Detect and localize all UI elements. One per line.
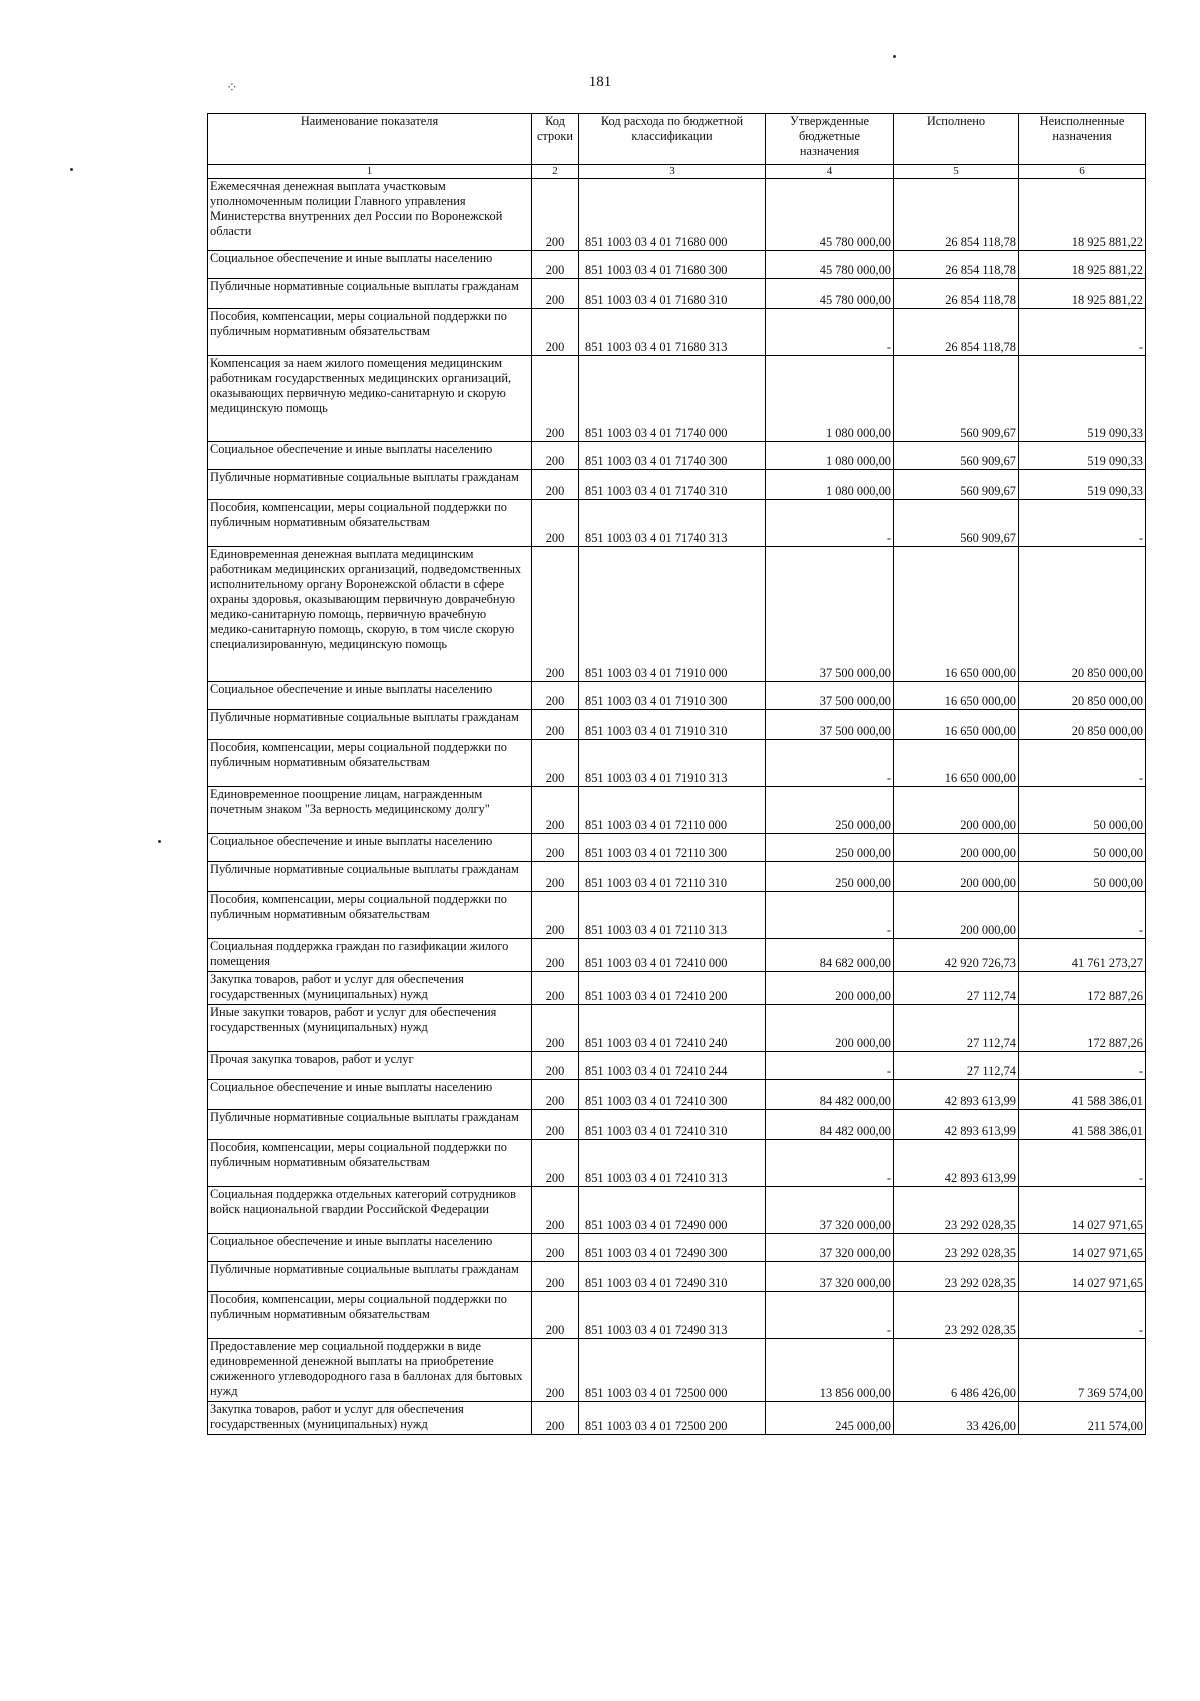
- table-row: [208, 787, 1146, 834]
- row-executed: 16 650 000,00: [894, 710, 1019, 740]
- row-executed: 200 000,00: [894, 892, 1019, 939]
- table-row: [208, 1080, 1146, 1110]
- row-unexecuted: 519 090,33: [1019, 442, 1146, 470]
- table-header-row: [208, 114, 1146, 165]
- row-code: 200: [532, 834, 579, 862]
- table-row: [208, 862, 1146, 892]
- row-unexecuted: -: [1019, 1292, 1146, 1339]
- row-classification-code: 851 1003 03 4 01 72110 300: [579, 834, 766, 862]
- row-executed: 23 292 028,35: [894, 1234, 1019, 1262]
- row-classification-code: 851 1003 03 4 01 72490 300: [579, 1234, 766, 1262]
- scan-mark: ⁘: [226, 81, 238, 96]
- column-number: 2: [532, 165, 579, 179]
- row-executed: 560 909,67: [894, 500, 1019, 547]
- row-code: 200: [532, 710, 579, 740]
- column-number: 6: [1019, 165, 1146, 179]
- row-name: Ежемесячная денежная выплата участковым уполномоченным полиции Главного управления Министерства внутренних дел России по Воронежской области: [208, 179, 532, 251]
- row-executed: 200 000,00: [894, 862, 1019, 892]
- row-approved: -: [766, 1292, 894, 1339]
- table-row: [208, 1110, 1146, 1140]
- row-approved: 45 780 000,00: [766, 179, 894, 251]
- row-executed: 23 292 028,35: [894, 1262, 1019, 1292]
- table-row: [208, 442, 1146, 470]
- row-classification-code: 851 1003 03 4 01 71680 300: [579, 251, 766, 279]
- row-code: 200: [532, 470, 579, 500]
- row-approved: -: [766, 500, 894, 547]
- table-row: [208, 251, 1146, 279]
- row-unexecuted: 50 000,00: [1019, 862, 1146, 892]
- budget-table: [207, 113, 1146, 1435]
- row-classification-code: 851 1003 03 4 01 72410 244: [579, 1052, 766, 1080]
- row-approved: 84 482 000,00: [766, 1080, 894, 1110]
- row-executed: 200 000,00: [894, 787, 1019, 834]
- table-row: [208, 682, 1146, 710]
- row-approved: 37 500 000,00: [766, 547, 894, 682]
- row-classification-code: 851 1003 03 4 01 72490 313: [579, 1292, 766, 1339]
- row-executed: 26 854 118,78: [894, 309, 1019, 356]
- row-name: Публичные нормативные социальные выплаты гражданам: [208, 1110, 532, 1140]
- row-code: 200: [532, 939, 579, 972]
- header-executed: Исполнено: [894, 114, 1019, 165]
- row-executed: 33 426,00: [894, 1402, 1019, 1435]
- table-row: [208, 470, 1146, 500]
- table-row: [208, 1339, 1146, 1402]
- row-approved: -: [766, 1140, 894, 1187]
- row-classification-code: 851 1003 03 4 01 72110 310: [579, 862, 766, 892]
- table-row: [208, 279, 1146, 309]
- row-classification-code: 851 1003 03 4 01 71680 313: [579, 309, 766, 356]
- row-name: Социальное обеспечение и иные выплаты населению: [208, 1234, 532, 1262]
- row-code: 200: [532, 1052, 579, 1080]
- row-executed: 42 893 613,99: [894, 1080, 1019, 1110]
- row-approved: 37 500 000,00: [766, 682, 894, 710]
- row-approved: -: [766, 1052, 894, 1080]
- row-executed: 26 854 118,78: [894, 279, 1019, 309]
- row-code: 200: [532, 1234, 579, 1262]
- row-unexecuted: -: [1019, 500, 1146, 547]
- row-name: Закупка товаров, работ и услуг для обеспечения государственных (муниципальных) нужд: [208, 1402, 532, 1435]
- scan-dot: [893, 55, 896, 58]
- row-approved: 250 000,00: [766, 787, 894, 834]
- header-classification: Код расхода по бюджетной классификации: [579, 114, 766, 165]
- row-approved: 250 000,00: [766, 862, 894, 892]
- row-unexecuted: 18 925 881,22: [1019, 179, 1146, 251]
- row-unexecuted: -: [1019, 309, 1146, 356]
- row-name: Социальное обеспечение и иные выплаты населению: [208, 251, 532, 279]
- table-row: [208, 1262, 1146, 1292]
- row-name: Компенсация за наем жилого помещения медицинским работникам государственных медицинских организаций, оказывающих первичную медико-санитарную и скорую медицинскую помощь: [208, 356, 532, 442]
- row-unexecuted: 50 000,00: [1019, 787, 1146, 834]
- table-row: [208, 1402, 1146, 1435]
- row-approved: 13 856 000,00: [766, 1339, 894, 1402]
- row-unexecuted: 519 090,33: [1019, 356, 1146, 442]
- row-name: Публичные нормативные социальные выплаты гражданам: [208, 1262, 532, 1292]
- table-row: [208, 547, 1146, 682]
- row-code: 200: [532, 356, 579, 442]
- table-row: [208, 740, 1146, 787]
- row-code: 200: [532, 442, 579, 470]
- table-row: [208, 179, 1146, 251]
- row-code: 200: [532, 1292, 579, 1339]
- row-code: 200: [532, 862, 579, 892]
- row-executed: 42 920 726,73: [894, 939, 1019, 972]
- row-unexecuted: -: [1019, 892, 1146, 939]
- header-name: Наименование показателя: [208, 114, 532, 165]
- row-unexecuted: 41 588 386,01: [1019, 1080, 1146, 1110]
- row-code: 200: [532, 892, 579, 939]
- row-classification-code: 851 1003 03 4 01 71910 000: [579, 547, 766, 682]
- row-classification-code: 851 1003 03 4 01 72410 000: [579, 939, 766, 972]
- row-approved: 37 500 000,00: [766, 710, 894, 740]
- row-name: Пособия, компенсации, меры социальной поддержки по публичным нормативным обязательствам: [208, 892, 532, 939]
- row-code: 200: [532, 279, 579, 309]
- row-executed: 560 909,67: [894, 442, 1019, 470]
- row-name: Социальная поддержка отдельных категорий сотрудников войск национальной гвардии Российской Федерации: [208, 1187, 532, 1234]
- row-classification-code: 851 1003 03 4 01 72500 000: [579, 1339, 766, 1402]
- row-approved: 84 482 000,00: [766, 1110, 894, 1140]
- row-name: Публичные нормативные социальные выплаты гражданам: [208, 470, 532, 500]
- row-code: 200: [532, 972, 579, 1005]
- row-name: Пособия, компенсации, меры социальной поддержки по публичным нормативным обязательствам: [208, 1140, 532, 1187]
- row-approved: 37 320 000,00: [766, 1234, 894, 1262]
- row-classification-code: 851 1003 03 4 01 71740 300: [579, 442, 766, 470]
- table-row: [208, 1187, 1146, 1234]
- row-code: 200: [532, 1187, 579, 1234]
- row-name: Пособия, компенсации, меры социальной поддержки по публичным нормативным обязательствам: [208, 500, 532, 547]
- row-unexecuted: 14 027 971,65: [1019, 1187, 1146, 1234]
- row-executed: 27 112,74: [894, 1052, 1019, 1080]
- row-classification-code: 851 1003 03 4 01 72490 310: [579, 1262, 766, 1292]
- row-code: 200: [532, 1140, 579, 1187]
- header-row-code: Код строки: [532, 114, 579, 165]
- row-approved: 1 080 000,00: [766, 470, 894, 500]
- row-name: Публичные нормативные социальные выплаты гражданам: [208, 862, 532, 892]
- row-executed: 23 292 028,35: [894, 1187, 1019, 1234]
- header-approved: Утвержденные бюджетные назначения: [766, 114, 894, 165]
- row-unexecuted: 41 588 386,01: [1019, 1110, 1146, 1140]
- row-unexecuted: 41 761 273,27: [1019, 939, 1146, 972]
- page-number: 181: [588, 74, 612, 90]
- table-row: [208, 309, 1146, 356]
- row-unexecuted: 519 090,33: [1019, 470, 1146, 500]
- row-code: 200: [532, 1262, 579, 1292]
- row-unexecuted: 14 027 971,65: [1019, 1234, 1146, 1262]
- row-classification-code: 851 1003 03 4 01 72410 313: [579, 1140, 766, 1187]
- row-approved: 250 000,00: [766, 834, 894, 862]
- row-classification-code: 851 1003 03 4 01 72110 313: [579, 892, 766, 939]
- row-name: Пособия, компенсации, меры социальной поддержки по публичным нормативным обязательствам: [208, 1292, 532, 1339]
- row-name: Социальная поддержка граждан по газификации жилого помещения: [208, 939, 532, 972]
- row-executed: 560 909,67: [894, 356, 1019, 442]
- row-unexecuted: 211 574,00: [1019, 1402, 1146, 1435]
- column-number: 3: [579, 165, 766, 179]
- table-row: [208, 972, 1146, 1005]
- row-unexecuted: 18 925 881,22: [1019, 279, 1146, 309]
- table-row: [208, 500, 1146, 547]
- row-executed: 42 893 613,99: [894, 1110, 1019, 1140]
- row-classification-code: 851 1003 03 4 01 71910 313: [579, 740, 766, 787]
- header-unexecuted: Неисполненные назначения: [1019, 114, 1146, 165]
- row-executed: 27 112,74: [894, 1005, 1019, 1052]
- table-row: [208, 892, 1146, 939]
- row-executed: 23 292 028,35: [894, 1292, 1019, 1339]
- row-executed: 560 909,67: [894, 470, 1019, 500]
- row-unexecuted: 18 925 881,22: [1019, 251, 1146, 279]
- row-approved: 37 320 000,00: [766, 1262, 894, 1292]
- row-name: Предоставление мер социальной поддержки в виде единовременной денежной выплаты на приобретение сжиженного углеводородного газа в баллонах для бытовых нужд: [208, 1339, 532, 1402]
- row-approved: 37 320 000,00: [766, 1187, 894, 1234]
- row-approved: 200 000,00: [766, 1005, 894, 1052]
- row-unexecuted: -: [1019, 1052, 1146, 1080]
- row-code: 200: [532, 1005, 579, 1052]
- row-classification-code: 851 1003 03 4 01 72490 000: [579, 1187, 766, 1234]
- row-classification-code: 851 1003 03 4 01 72410 310: [579, 1110, 766, 1140]
- scan-dot: [70, 168, 73, 171]
- row-name: Социальное обеспечение и иные выплаты населению: [208, 682, 532, 710]
- row-approved: 45 780 000,00: [766, 251, 894, 279]
- row-code: 200: [532, 1080, 579, 1110]
- table-row: [208, 1052, 1146, 1080]
- row-code: 200: [532, 740, 579, 787]
- row-unexecuted: 20 850 000,00: [1019, 682, 1146, 710]
- table-row: [208, 834, 1146, 862]
- row-unexecuted: 172 887,26: [1019, 1005, 1146, 1052]
- row-code: 200: [532, 1402, 579, 1435]
- row-unexecuted: 20 850 000,00: [1019, 710, 1146, 740]
- column-number: 1: [208, 165, 532, 179]
- row-classification-code: 851 1003 03 4 01 71680 000: [579, 179, 766, 251]
- row-name: Социальное обеспечение и иные выплаты населению: [208, 834, 532, 862]
- row-executed: 42 893 613,99: [894, 1140, 1019, 1187]
- row-unexecuted: 7 369 574,00: [1019, 1339, 1146, 1402]
- table-row: [208, 1005, 1146, 1052]
- row-unexecuted: 20 850 000,00: [1019, 547, 1146, 682]
- row-name: Социальное обеспечение и иные выплаты населению: [208, 442, 532, 470]
- column-number: 5: [894, 165, 1019, 179]
- row-classification-code: 851 1003 03 4 01 71740 310: [579, 470, 766, 500]
- row-executed: 200 000,00: [894, 834, 1019, 862]
- row-unexecuted: 14 027 971,65: [1019, 1262, 1146, 1292]
- table-row: [208, 710, 1146, 740]
- row-name: Прочая закупка товаров, работ и услуг: [208, 1052, 532, 1080]
- row-executed: 26 854 118,78: [894, 251, 1019, 279]
- row-classification-code: 851 1003 03 4 01 72410 200: [579, 972, 766, 1005]
- row-approved: -: [766, 309, 894, 356]
- row-code: 200: [532, 179, 579, 251]
- table-row: [208, 939, 1146, 972]
- table-row: [208, 1292, 1146, 1339]
- row-unexecuted: -: [1019, 1140, 1146, 1187]
- row-classification-code: 851 1003 03 4 01 71740 000: [579, 356, 766, 442]
- row-classification-code: 851 1003 03 4 01 71740 313: [579, 500, 766, 547]
- row-classification-code: 851 1003 03 4 01 72500 200: [579, 1402, 766, 1435]
- row-classification-code: 851 1003 03 4 01 71680 310: [579, 279, 766, 309]
- column-number-row: [208, 165, 1146, 179]
- row-approved: 1 080 000,00: [766, 442, 894, 470]
- row-executed: 16 650 000,00: [894, 682, 1019, 710]
- row-approved: 1 080 000,00: [766, 356, 894, 442]
- row-approved: 45 780 000,00: [766, 279, 894, 309]
- row-code: 200: [532, 682, 579, 710]
- row-classification-code: 851 1003 03 4 01 72110 000: [579, 787, 766, 834]
- row-name: Публичные нормативные социальные выплаты гражданам: [208, 279, 532, 309]
- row-code: 200: [532, 547, 579, 682]
- row-approved: 245 000,00: [766, 1402, 894, 1435]
- table-row: [208, 1140, 1146, 1187]
- scan-dot: [158, 840, 161, 843]
- row-code: 200: [532, 309, 579, 356]
- row-approved: -: [766, 892, 894, 939]
- row-name: Иные закупки товаров, работ и услуг для обеспечения государственных (муниципальных) нужд: [208, 1005, 532, 1052]
- table-row: [208, 356, 1146, 442]
- row-name: Закупка товаров, работ и услуг для обеспечения государственных (муниципальных) нужд: [208, 972, 532, 1005]
- row-name: Социальное обеспечение и иные выплаты населению: [208, 1080, 532, 1110]
- table-row: [208, 1234, 1146, 1262]
- column-number: 4: [766, 165, 894, 179]
- row-code: 200: [532, 251, 579, 279]
- row-executed: 16 650 000,00: [894, 547, 1019, 682]
- row-approved: 200 000,00: [766, 972, 894, 1005]
- row-classification-code: 851 1003 03 4 01 72410 300: [579, 1080, 766, 1110]
- row-name: Публичные нормативные социальные выплаты гражданам: [208, 710, 532, 740]
- row-code: 200: [532, 1110, 579, 1140]
- row-classification-code: 851 1003 03 4 01 72410 240: [579, 1005, 766, 1052]
- row-code: 200: [532, 1339, 579, 1402]
- row-name: Пособия, компенсации, меры социальной поддержки по публичным нормативным обязательствам: [208, 309, 532, 356]
- row-classification-code: 851 1003 03 4 01 71910 300: [579, 682, 766, 710]
- row-executed: 6 486 426,00: [894, 1339, 1019, 1402]
- row-name: Пособия, компенсации, меры социальной поддержки по публичным нормативным обязательствам: [208, 740, 532, 787]
- row-unexecuted: -: [1019, 740, 1146, 787]
- row-classification-code: 851 1003 03 4 01 71910 310: [579, 710, 766, 740]
- row-executed: 16 650 000,00: [894, 740, 1019, 787]
- row-executed: 26 854 118,78: [894, 179, 1019, 251]
- row-name: Единовременное поощрение лицам, награжденным почетным знаком "За верность медицинскому долгу": [208, 787, 532, 834]
- row-executed: 27 112,74: [894, 972, 1019, 1005]
- row-approved: 84 682 000,00: [766, 939, 894, 972]
- row-code: 200: [532, 500, 579, 547]
- row-name: Единовременная денежная выплата медицинским работникам медицинских организаций, подведомственных исполнительному органу Воронежской области в сфере охраны здоровья, оказывающим первичную доврачебную медико-санитарную помощь, первичную врачебную медико-санитарную помощь, скорую, в том числе скорую специализированную, медицинскую помощь: [208, 547, 532, 682]
- row-code: 200: [532, 787, 579, 834]
- row-unexecuted: 50 000,00: [1019, 834, 1146, 862]
- row-unexecuted: 172 887,26: [1019, 972, 1146, 1005]
- row-approved: -: [766, 740, 894, 787]
